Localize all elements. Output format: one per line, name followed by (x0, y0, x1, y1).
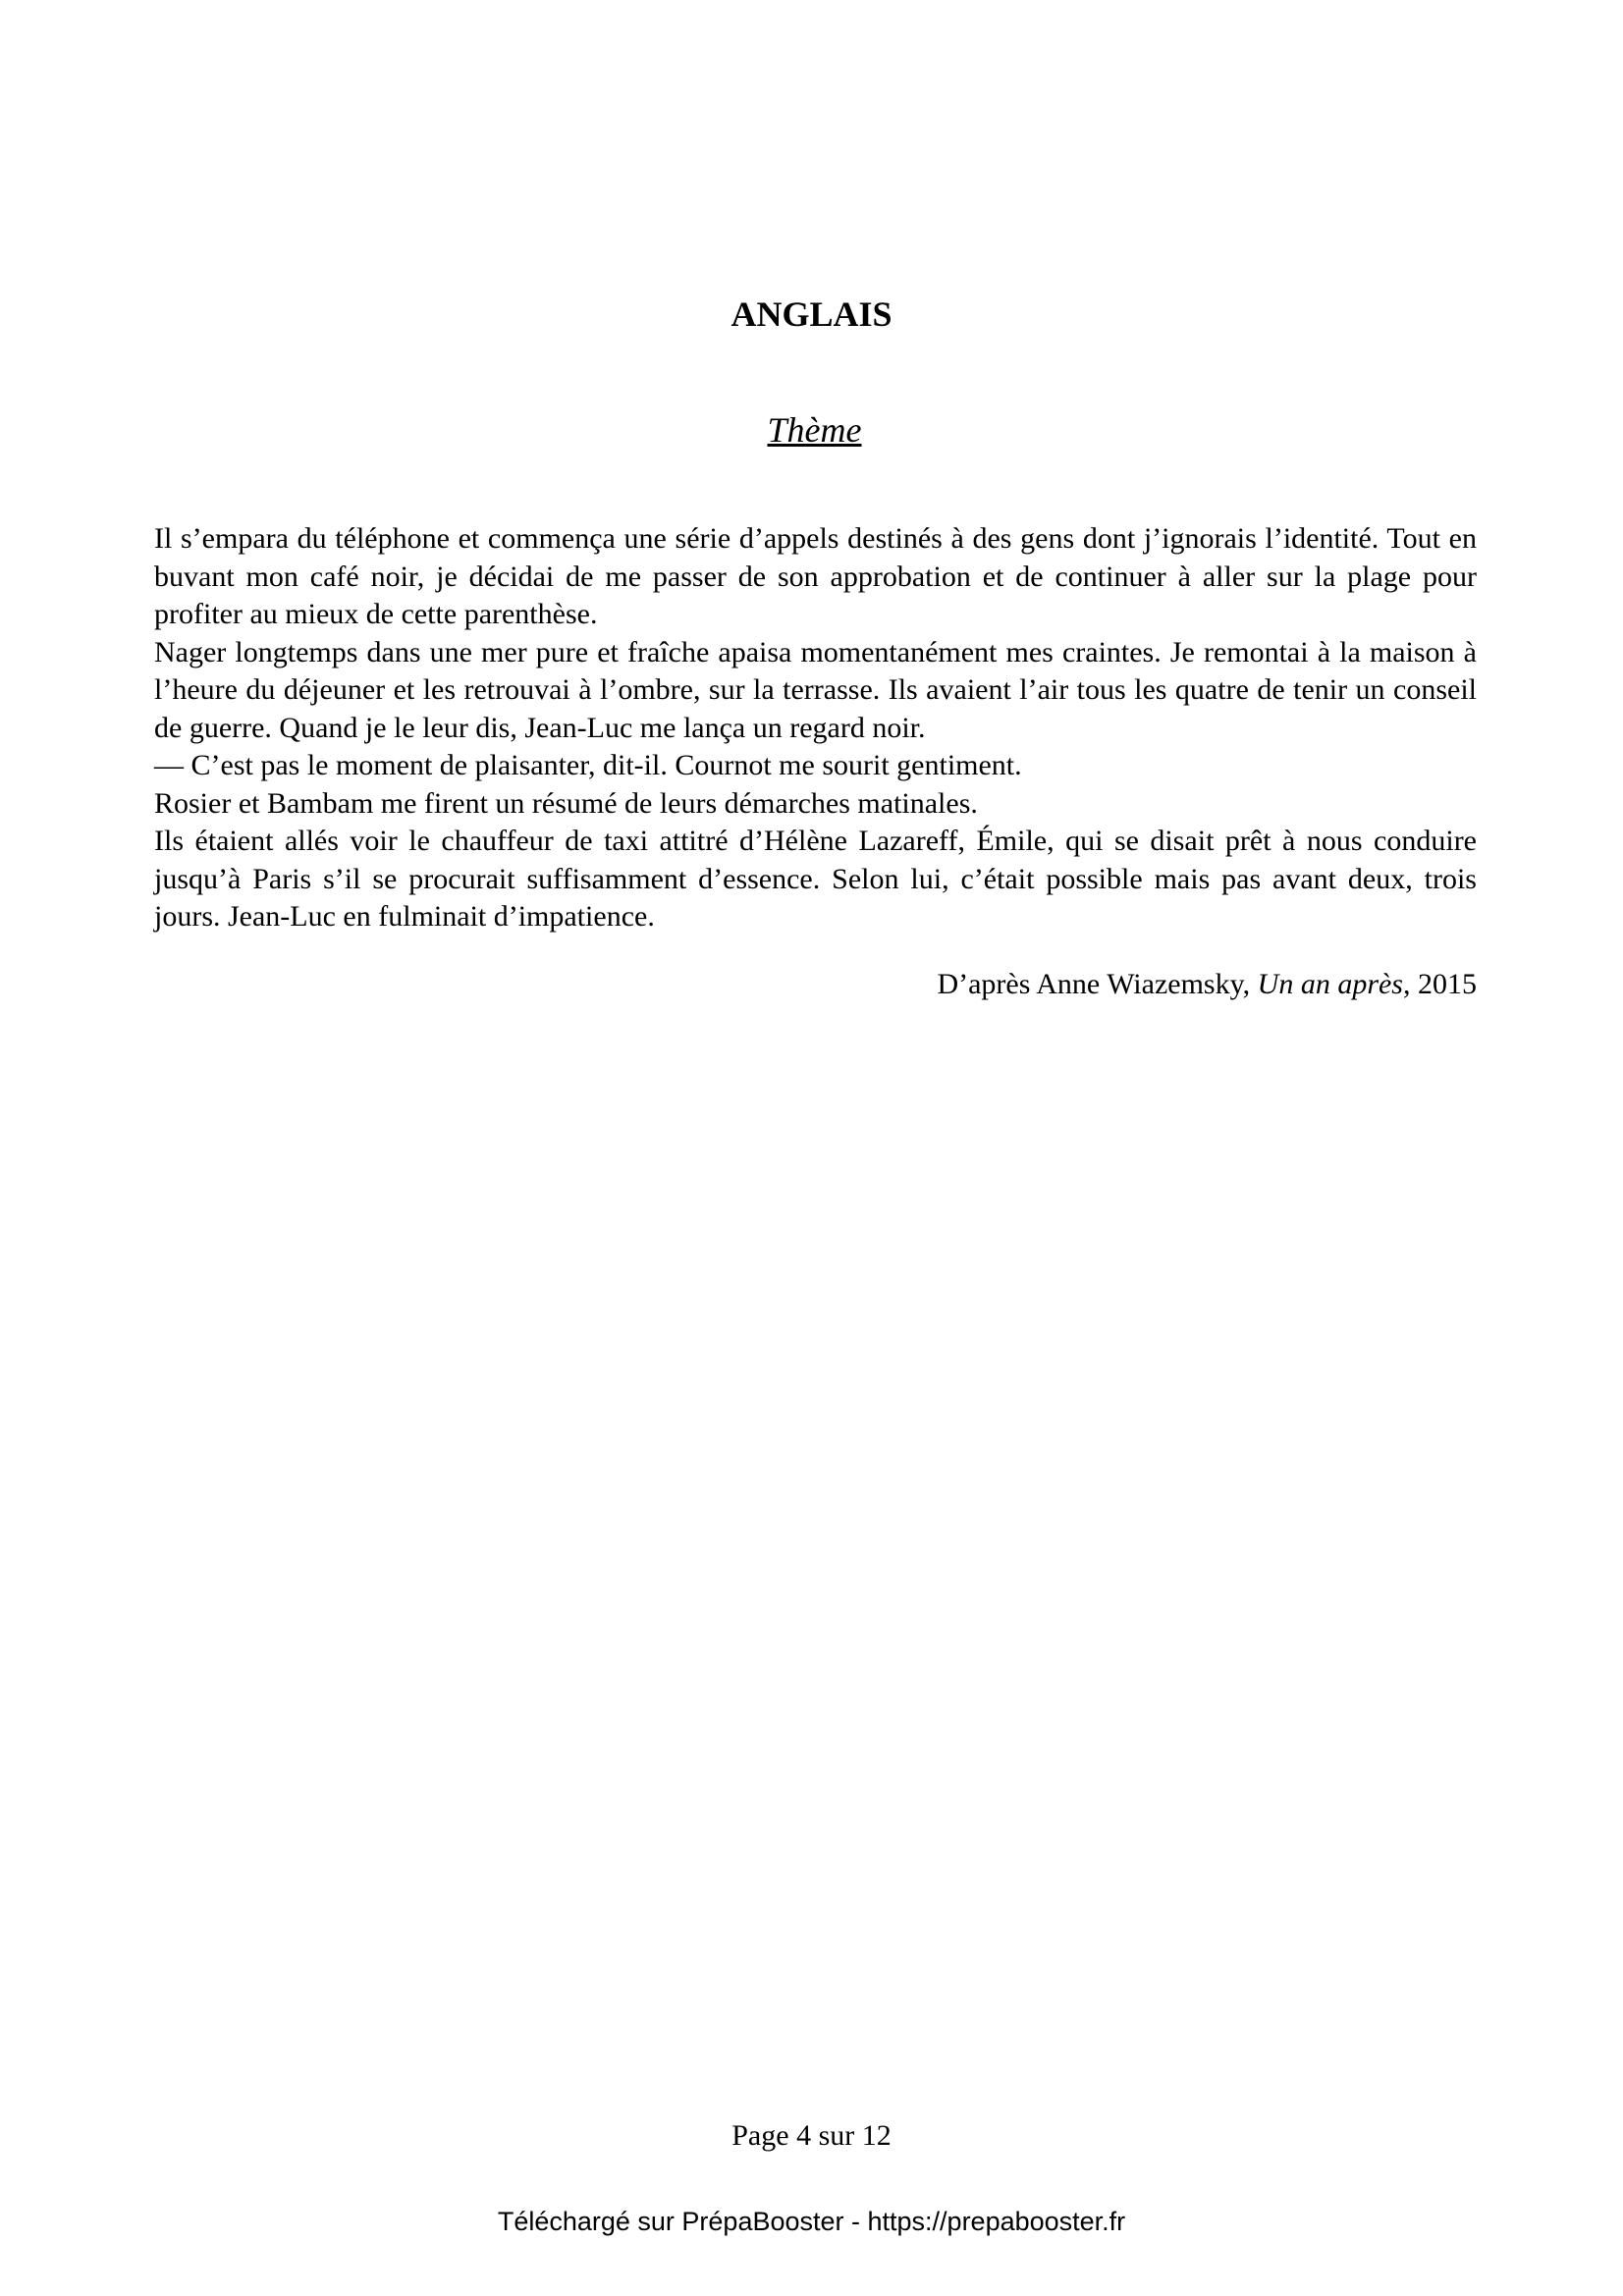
section-title: Thème (767, 410, 862, 450)
paragraph-3: — C’est pas le moment de plaisanter, dit-il. Cournot me sourit gentiment. (154, 749, 1022, 781)
body-text (154, 520, 1477, 936)
paragraph-1: Il s’empara du téléphone et commença une série d’appels destinés à des gens dont j’ignorais l’identité. Tout en buvant mon café noir, je décidai de me passer de son approbation et de continuer à aller sur la plage pour profiter au mieux de cette parenthèse. (154, 522, 1477, 630)
page-number: Page 4 sur 12 (731, 2119, 892, 2152)
attribution (154, 966, 1477, 1003)
attribution-prefix: D’après Anne Wiazemsky, (937, 968, 1258, 1000)
paragraph-5: Ils étaient allés voir le chauffeur de taxi attitré d’Hélène Lazareff, Émile, qui se disait prêt à nous conduire jusqu’à Paris s’il se procurait suffisamment d’essence. Selon lui, c’était possible mais pas avant deux, trois jours. Jean-Luc en fulminait d’impatience. (154, 825, 1477, 933)
download-notice: Téléchargé sur PrépaBooster - https://prepabooster.fr (497, 2207, 1126, 2236)
paragraph-2: Nager longtemps dans une mer pure et fraîche apaisa momentanément mes craintes. Je remontai à la maison à l’heure du déjeuner et les retrouvai à l’ombre, sur la terrasse. Ils avaient l’air tous les quatre de tenir un conseil de guerre. Quand je le leur dis, Jean-Luc me lança un regard noir. (154, 635, 1477, 744)
attribution-book-title: Un an après (1257, 968, 1403, 1000)
attribution-suffix: , 2015 (1403, 968, 1477, 1000)
paragraph-4: Rosier et Bambam me firent un résumé de leurs démarches matinales. (154, 786, 978, 820)
page-heading: ANGLAIS (730, 294, 893, 334)
